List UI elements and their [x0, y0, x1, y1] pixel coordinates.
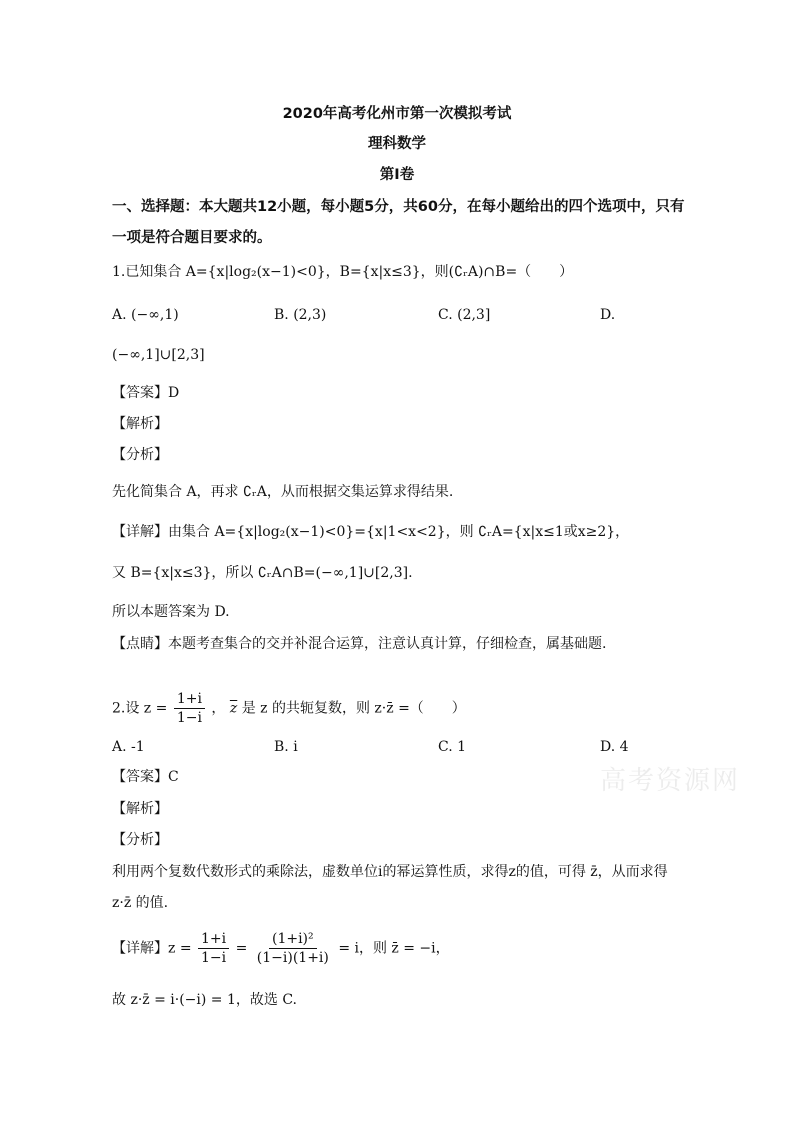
q1-option-d: D.	[600, 307, 616, 323]
page-subtitle: 理科数学	[368, 136, 426, 152]
q2-fraction-den: 1−i	[176, 710, 202, 726]
q2-detail	[112, 930, 450, 967]
q1-option-c: C. (2,3]	[438, 307, 491, 323]
q2-analysis-label: 【解析】	[112, 801, 168, 817]
page-title: 2020年高考化州市第一次模拟考试	[282, 106, 512, 122]
q2-detail-fraction-2	[254, 930, 332, 967]
q2-option-d: D. 4	[600, 739, 629, 755]
watermark: 高考资源网	[600, 766, 741, 796]
q2-detail-suffix: = i，则 z̄ = −i，	[338, 940, 450, 957]
q2-option-a: A. -1	[112, 739, 145, 755]
q2-detail-fraction-1	[198, 930, 229, 967]
q2-stem-zbar: $\overline{z}$	[229, 700, 238, 717]
q2-stem-prefix: 2.设 z =	[112, 700, 168, 717]
q2-final: 故 z·z̄ = i·(−i) = 1，故选 C.	[112, 992, 297, 1008]
q2-detail-eq: =	[235, 940, 248, 957]
q1-stem: 1.已知集合 A={x|log₂(x−1)<0}，B={x|x≤3}，则(∁ᵣA)∩B=（ ）	[112, 264, 574, 280]
q1-analysis-label: 【解析】	[112, 416, 168, 432]
q1-detail-1: 【详解】由集合 A={x|log₂(x−1)<0}={x|1<x<2}，则 ∁ᵣA={x|x≤1或x≥2}，	[112, 524, 630, 540]
q2-fraction-num: 1+i	[174, 690, 205, 709]
q1-fenxi-label: 【分析】	[112, 447, 168, 463]
q1-option-a: A. (−∞,1)	[112, 307, 179, 323]
section-heading-line2: 一项是符合题目要求的。	[112, 230, 272, 246]
q2-option-c: C. 1	[438, 739, 467, 755]
q1-option-d-value: (−∞,1]∪[2,3]	[112, 347, 205, 363]
q2-option-b: B. i	[274, 739, 298, 755]
q2-stem-mid: ，	[211, 700, 226, 717]
q2-detail-fraction-1-den: 1−i	[201, 950, 227, 966]
q2-detail-fraction-1-num: 1+i	[198, 930, 229, 949]
q1-fenxi-text: 先化简集合 A，再求 ∁ᵣA，从而根据交集运算求得结果.	[112, 484, 454, 500]
q2-detail-fraction-2-den: (1−i)(1+i)	[256, 950, 329, 966]
q2-fraction	[174, 690, 205, 727]
q2-stem	[112, 690, 466, 727]
q2-stem-suffix: 是 z 的共轭复数，则 z·z̄ =（ ）	[241, 700, 466, 717]
q2-fenxi-label: 【分析】	[112, 832, 168, 848]
q2-fenxi-text-2: z·z̄ 的值.	[112, 895, 169, 911]
volume-label: 第Ⅰ卷	[379, 167, 415, 183]
q2-detail-fraction-2-num: (1+i)²	[269, 930, 317, 949]
q1-detail-3: 所以本题答案为 D.	[112, 604, 230, 620]
q2-fenxi-text-1: 利用两个复数代数形式的乘除法，虚数单位i的幂运算性质，求得z的值，可得 z̄，从而求得	[112, 864, 668, 880]
q1-comment: 【点睛】本题考查集合的交并补混合运算，注意认真计算，仔细检查，属基础题.	[112, 636, 607, 652]
q1-option-b: B. (2,3)	[274, 307, 327, 323]
q2-answer: 【答案】C	[112, 769, 179, 785]
q1-answer: 【答案】D	[112, 385, 180, 401]
q1-detail-2: 又 B={x|x≤3}，所以 ∁ᵣA∩B=(−∞,1]∪[2,3].	[112, 565, 413, 581]
section-heading-line1: 一、选择题：本大题共12小题，每小题5分，共60分，在每小题给出的四个选项中，只有	[112, 199, 685, 215]
q2-detail-prefix: 【详解】z =	[112, 940, 192, 957]
